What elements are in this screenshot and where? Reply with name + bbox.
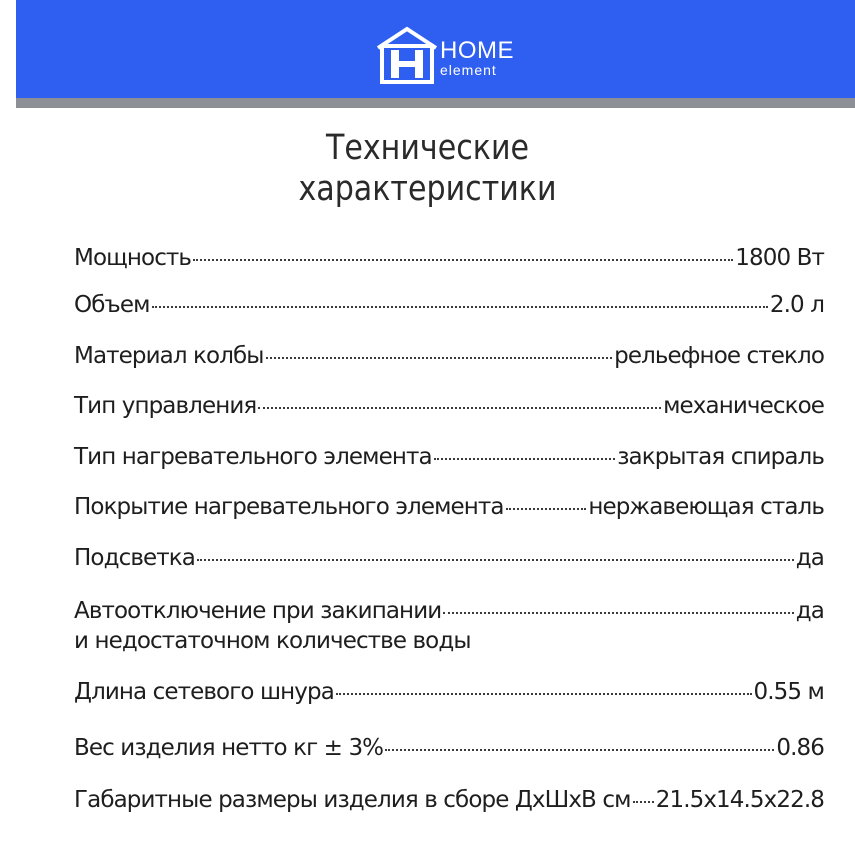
spec-value: рельефное стекло [614,343,824,369]
spec-value: механическое [663,393,824,419]
dot-leader [152,306,768,308]
spec-row-power [74,243,824,273]
spec-label: Подсветка [74,545,195,571]
logo-subtitle: element [440,62,497,78]
dot-leader [506,508,587,510]
dot-leader [336,693,752,695]
spec-value: нержавеющая сталь [588,494,824,520]
logo [376,26,514,84]
spec-value: 2.0 л [769,292,824,318]
spec-value: 0.86 [776,735,824,761]
dot-leader [197,559,794,561]
page-title-line-2: характеристики [298,169,557,209]
spec-row-control-type [74,391,824,421]
spec-value: да [795,545,824,571]
spec-label: Длина сетевого шнура [74,679,334,705]
spec-label: Покрытие нагревательного элемента [74,494,504,520]
spec-label: Тип управления [74,393,257,419]
house-h-icon [376,26,438,84]
spec-value: да [795,598,824,624]
spec-row-net-weight [74,733,824,763]
spec-value: закрытая спираль [617,444,824,470]
page-title-line-1: Технические [325,128,530,168]
spec-label: Автоотключение при закипании [74,598,442,624]
spec-row-heating-coating [74,492,824,522]
dot-leader [633,801,654,803]
header-stripe [16,98,855,108]
page-title [60,128,795,210]
spec-row-flask-material [74,341,824,371]
spec-value: 21.5x14.5x22.8 [655,787,824,813]
spec-label: Габаритные размеры изделия в сборе ДхШхВ см [74,787,631,813]
spec-label: Вес изделия нетто кг ± 3% [74,735,384,761]
spec-row-auto-shutoff [74,596,824,656]
logo-brand: HOME [440,37,514,64]
dot-leader [266,357,613,359]
spec-label: Тип нагревательного элемента [74,444,432,470]
spec-label: Материал колбы [74,343,264,369]
dot-leader [193,259,733,261]
spec-label-line-2: и недостаточном количестве воды [74,628,471,654]
dot-leader [258,407,661,409]
spec-value: 1800 Вт [735,245,824,271]
dot-leader [443,612,794,614]
spec-label: Мощность [74,245,192,271]
spec-row-volume [74,290,824,320]
spec-value: 0.55 м [753,679,824,705]
spec-row-cord-length [74,677,824,707]
spec-row-dimensions [74,785,824,815]
spec-label: Объем [74,292,150,318]
dot-leader [385,749,774,751]
logo-text [440,26,514,77]
spec-row-backlight [74,543,824,573]
spec-row-heating-element [74,442,824,472]
dot-leader [434,458,616,460]
